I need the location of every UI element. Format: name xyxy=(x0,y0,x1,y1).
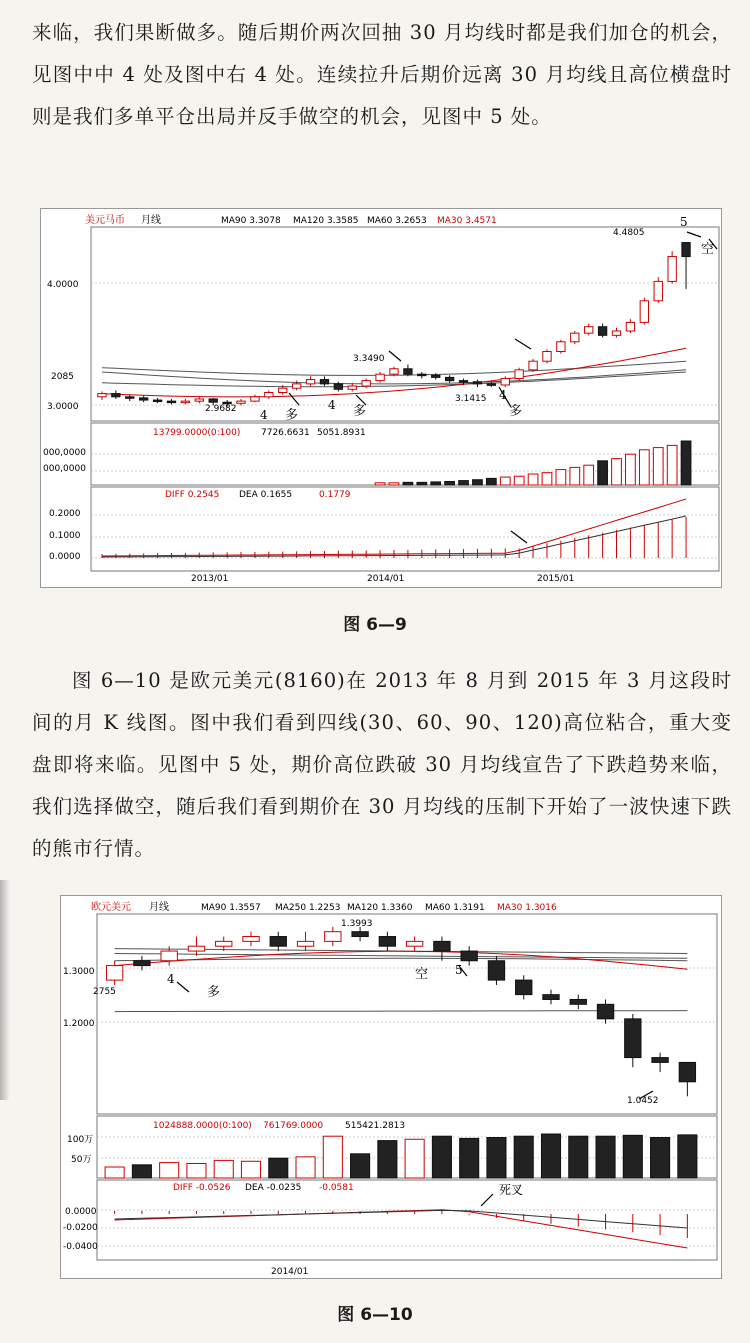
chart1-price-high: 4.4805 xyxy=(613,228,645,238)
volume-bar xyxy=(459,481,469,485)
candle-body xyxy=(543,995,559,1000)
annotation-arrow xyxy=(389,351,401,361)
chart1-macd-tick-1: 0.2000 xyxy=(49,509,81,519)
chart2-vol-tick-1: 100万 xyxy=(67,1135,94,1145)
volume-bar xyxy=(639,450,649,485)
chart2-signal-text-2: 空 xyxy=(415,967,429,982)
volume-bar xyxy=(160,1163,179,1178)
candle-body xyxy=(461,951,477,961)
chart1-ytick-partial: 2085 xyxy=(51,372,74,382)
candle-body xyxy=(434,941,450,951)
candle-body xyxy=(98,394,106,397)
volume-bar xyxy=(445,481,455,485)
volume-bar xyxy=(378,1141,397,1178)
candle-body xyxy=(640,301,648,323)
candle-body xyxy=(682,243,690,257)
candle-body xyxy=(325,932,341,942)
volume-bar xyxy=(214,1160,233,1178)
chart1-macd-dea: DEA 0.1655 xyxy=(239,490,293,500)
volume-bar xyxy=(417,482,427,485)
volume-bar xyxy=(651,1138,670,1178)
volume-bar xyxy=(681,441,691,485)
macd-diff-line xyxy=(115,1210,688,1248)
paragraph-2: 图 6—10 是欧元美元(8160)在 2013 年 8 月到 2015 年 3 月这段时间的月 K 线图。图中我们看到四线(30、60、90、120)高位粘合，重大变盘即将来临。见图中 5 处，期价高位跌破 30 月均线宣告了下跌趋势来临，我们选择做空，随后我们看到期价在 30 月均线的压制下开始了一波快速下跌的熊市行情。 xyxy=(32,669,732,860)
chart2-signal-text-1: 多 xyxy=(207,985,221,1000)
volume-bar xyxy=(542,473,552,485)
chart2-ma120: MA120 1.3360 xyxy=(347,903,413,913)
candle-body xyxy=(334,384,342,389)
chart1-macd-diff: DIFF 0.2545 xyxy=(165,490,220,500)
volume-bar xyxy=(541,1134,560,1178)
volume-bar xyxy=(432,1136,451,1178)
chart1-price-31415: 3.1415 xyxy=(455,394,487,404)
annotation-arrow xyxy=(481,1194,493,1206)
chart1-signal-text-4: 空 xyxy=(701,242,715,257)
chart1-period: 月线 xyxy=(141,215,161,226)
candle-body xyxy=(297,941,313,946)
chart2-title: 欧元美元 xyxy=(91,902,131,913)
candle-body xyxy=(140,398,148,400)
chart2-price-high: 1.3993 xyxy=(341,919,373,929)
volume-bar xyxy=(514,1136,533,1178)
volume-bar xyxy=(596,1136,615,1178)
candle-body xyxy=(501,378,509,384)
volume-bar xyxy=(653,448,663,485)
candle-body xyxy=(390,369,398,374)
candle-body xyxy=(209,399,217,402)
candle-body xyxy=(488,961,504,980)
chart1-title: 美元马币 xyxy=(85,215,125,226)
chart1-macd-value: 0.1779 xyxy=(319,490,351,500)
candle-body xyxy=(598,327,606,336)
candle-body xyxy=(625,1019,641,1058)
volume-bar xyxy=(569,1136,588,1178)
chart1-signal-num-4: 5 xyxy=(680,215,688,229)
candle-body xyxy=(406,941,422,946)
chart2-period: 月线 xyxy=(149,902,169,913)
candle-body xyxy=(473,382,481,384)
annotation-arrow xyxy=(515,339,531,349)
annotation-arrow xyxy=(177,982,189,992)
volume-bar xyxy=(626,454,636,485)
candle-body xyxy=(654,281,662,300)
candle-body xyxy=(126,397,134,399)
chart2-macd-diff: DIFF -0.0526 xyxy=(173,1183,231,1193)
chart2-xtick-2014: 2014/01 xyxy=(271,1267,309,1277)
volume-bar xyxy=(389,483,399,485)
chart2-vol-label: 1024888.0000(0:100) xyxy=(153,1121,252,1131)
volume-bar xyxy=(323,1136,342,1178)
volume-bar xyxy=(460,1138,479,1178)
figure-6-10-chart xyxy=(60,895,722,1279)
chart1-price-low: 2.9682 xyxy=(205,404,237,414)
chart2-svg xyxy=(61,896,721,1278)
price-panel-frame xyxy=(91,227,719,421)
candle-body xyxy=(237,401,245,403)
candle-body xyxy=(265,393,273,397)
figure-6-9-caption: 图 6—9 xyxy=(343,615,407,635)
chart2-signal-num-1: 4 xyxy=(167,972,175,986)
candle-body xyxy=(376,374,384,380)
chart2-macd-tick-1: 0.0000 xyxy=(65,1207,97,1217)
chart2-ma30: MA30 1.3016 xyxy=(497,903,557,913)
candle-body xyxy=(161,951,177,961)
candle-body xyxy=(626,322,634,331)
chart1-ma120: MA120 3.3585 xyxy=(293,216,359,226)
chart1-vol-tick-2: 000,0000 xyxy=(43,464,86,474)
volume-bar xyxy=(473,480,483,485)
chart1-vol-ma1: 7726.6631 xyxy=(261,428,310,438)
annotation-arrow xyxy=(289,393,299,405)
macd-diff-line xyxy=(102,499,686,556)
chart1-price-3349: 3.3490 xyxy=(353,354,385,364)
candle-body xyxy=(216,941,232,946)
candle-body xyxy=(597,1004,613,1019)
macd-dea-line xyxy=(115,1210,688,1228)
chart1-vol-ma2: 5051.8931 xyxy=(317,428,366,438)
candle-body xyxy=(459,381,467,383)
candle-body xyxy=(243,937,259,942)
candle-body xyxy=(487,384,495,386)
ma-line xyxy=(115,954,688,959)
volume-bar xyxy=(487,1138,506,1178)
candle-body xyxy=(112,394,120,397)
chart1-ytick-3: 3.0000 xyxy=(47,402,79,412)
candle-body xyxy=(134,961,150,966)
candle-body xyxy=(270,937,286,947)
chart1-signal-text-1: 多 xyxy=(285,408,299,423)
candle-body xyxy=(379,937,395,947)
candle-body xyxy=(570,999,586,1004)
volume-bar xyxy=(486,478,496,485)
chart1-signal-text-2: 多 xyxy=(353,404,367,419)
candle-body xyxy=(352,932,368,937)
volume-bar xyxy=(612,459,622,485)
chart2-macd-tick-3: -0.0400 xyxy=(63,1242,98,1252)
volume-bar xyxy=(678,1135,697,1178)
volume-bar xyxy=(187,1163,206,1178)
candle-body xyxy=(188,946,204,951)
volume-bar xyxy=(570,467,580,485)
chart2-vol-tick-2: 50万 xyxy=(71,1155,92,1165)
chart2-ma250: MA250 1.2253 xyxy=(275,903,341,913)
chart1-svg xyxy=(41,209,721,587)
volume-bar xyxy=(351,1154,370,1178)
candle-body xyxy=(167,401,175,403)
volume-bar xyxy=(623,1135,642,1178)
candle-body xyxy=(292,384,300,388)
volume-bar xyxy=(269,1158,288,1178)
volume-bar xyxy=(105,1167,124,1178)
candle-body xyxy=(668,257,676,282)
volume-bar xyxy=(296,1157,315,1178)
candle-body xyxy=(106,966,122,981)
candle-body xyxy=(679,1062,695,1081)
chart2-ytick-13: 1.3000 xyxy=(63,967,95,977)
candle-body xyxy=(529,361,537,370)
chart1-ytick-4: 4.0000 xyxy=(47,280,79,290)
candle-body xyxy=(516,980,532,995)
chart1-vol-tick-1: 000,0000 xyxy=(43,448,86,458)
chart2-vol-ma2: 515421.2813 xyxy=(345,1121,406,1131)
candle-body xyxy=(515,370,523,379)
candle-body xyxy=(571,333,579,342)
volume-bar xyxy=(403,482,413,485)
candle-body xyxy=(251,397,259,401)
volume-bar xyxy=(500,477,510,485)
annotation-arrow xyxy=(687,232,701,237)
chart2-macd-tick-2: -0.0200 xyxy=(63,1223,98,1233)
chart2-vol-ma1: 761769.0000 xyxy=(263,1121,324,1131)
chart2-macd-annotation: 死叉 xyxy=(499,1183,524,1197)
chart1-xtick-2013: 2013/01 xyxy=(191,574,229,584)
chart1-signal-num-1: 4 xyxy=(260,408,268,422)
candle-body xyxy=(585,327,593,333)
candle-body xyxy=(320,380,328,384)
candle-body xyxy=(557,342,565,352)
figure-6-9-chart xyxy=(40,208,722,588)
volume-bar xyxy=(667,445,677,485)
chart2-macd-value: -0.0581 xyxy=(319,1183,354,1193)
candle-body xyxy=(195,399,203,401)
candle-body xyxy=(418,374,426,376)
chart2-signal-num-2: 5 xyxy=(455,963,463,977)
chart1-signal-num-2: 4 xyxy=(328,398,336,412)
candle-body xyxy=(445,377,453,380)
candle-body xyxy=(612,331,620,335)
candle-body xyxy=(404,369,412,374)
chart1-xtick-2015: 2015/01 xyxy=(537,574,575,584)
volume-bar xyxy=(514,476,524,485)
candle-body xyxy=(432,375,440,377)
candle-body xyxy=(153,400,161,402)
chart1-xtick-2014: 2014/01 xyxy=(367,574,405,584)
volume-bar xyxy=(598,461,608,485)
chart2-ma90: MA90 1.3557 xyxy=(201,903,261,913)
volume-bar xyxy=(528,474,538,485)
candle-body xyxy=(362,381,370,386)
page-edge-shadow xyxy=(0,880,10,1100)
chart2-ytick-12: 1.2000 xyxy=(63,1019,95,1029)
candle-body xyxy=(543,352,551,362)
chart2-macd-dea: DEA -0.0235 xyxy=(245,1183,302,1193)
chart2-ytick-partial: 2755 xyxy=(93,987,116,997)
chart1-signal-text-3: 多 xyxy=(509,404,523,419)
paragraph-1: 来临，我们果断做多。随后期价两次回抽 30 月均线时都是我们加仓的机会，见图中中 4 处及图中右 4 处。连续拉升后期价远离 30 月均线且高位横盘时则是我们多单平仓出局并反手做空的机会，见图中 5 处。 xyxy=(32,21,732,128)
chart1-macd-tick-2: 0.1000 xyxy=(49,531,81,541)
candle-body xyxy=(348,386,356,389)
volume-bar xyxy=(405,1139,424,1178)
chart2-ma60: MA60 1.3191 xyxy=(425,903,485,913)
volume-bar xyxy=(556,470,566,485)
candle-body xyxy=(652,1058,668,1063)
volume-bar xyxy=(241,1161,260,1178)
chart1-ma90: MA90 3.3078 xyxy=(221,216,281,226)
volume-bar xyxy=(132,1165,151,1178)
volume-bar xyxy=(375,483,385,485)
volume-bar xyxy=(584,465,594,485)
figure-6-10-caption: 图 6—10 xyxy=(337,1305,413,1325)
candle-body xyxy=(306,380,314,384)
candle-body xyxy=(279,388,287,392)
volume-bar xyxy=(431,482,441,485)
chart1-macd-tick-3: 0.0000 xyxy=(49,552,81,562)
chart2-price-low: 1.0452 xyxy=(627,1096,659,1106)
chart1-ma60: MA60 3.2653 xyxy=(367,216,427,226)
chart1-ma30: MA30 3.4571 xyxy=(437,216,497,226)
chart1-vol-label: 13799.0000(0:100) xyxy=(153,428,241,438)
chart1-signal-num-3: 4 xyxy=(499,388,507,402)
candle-body xyxy=(181,401,189,403)
